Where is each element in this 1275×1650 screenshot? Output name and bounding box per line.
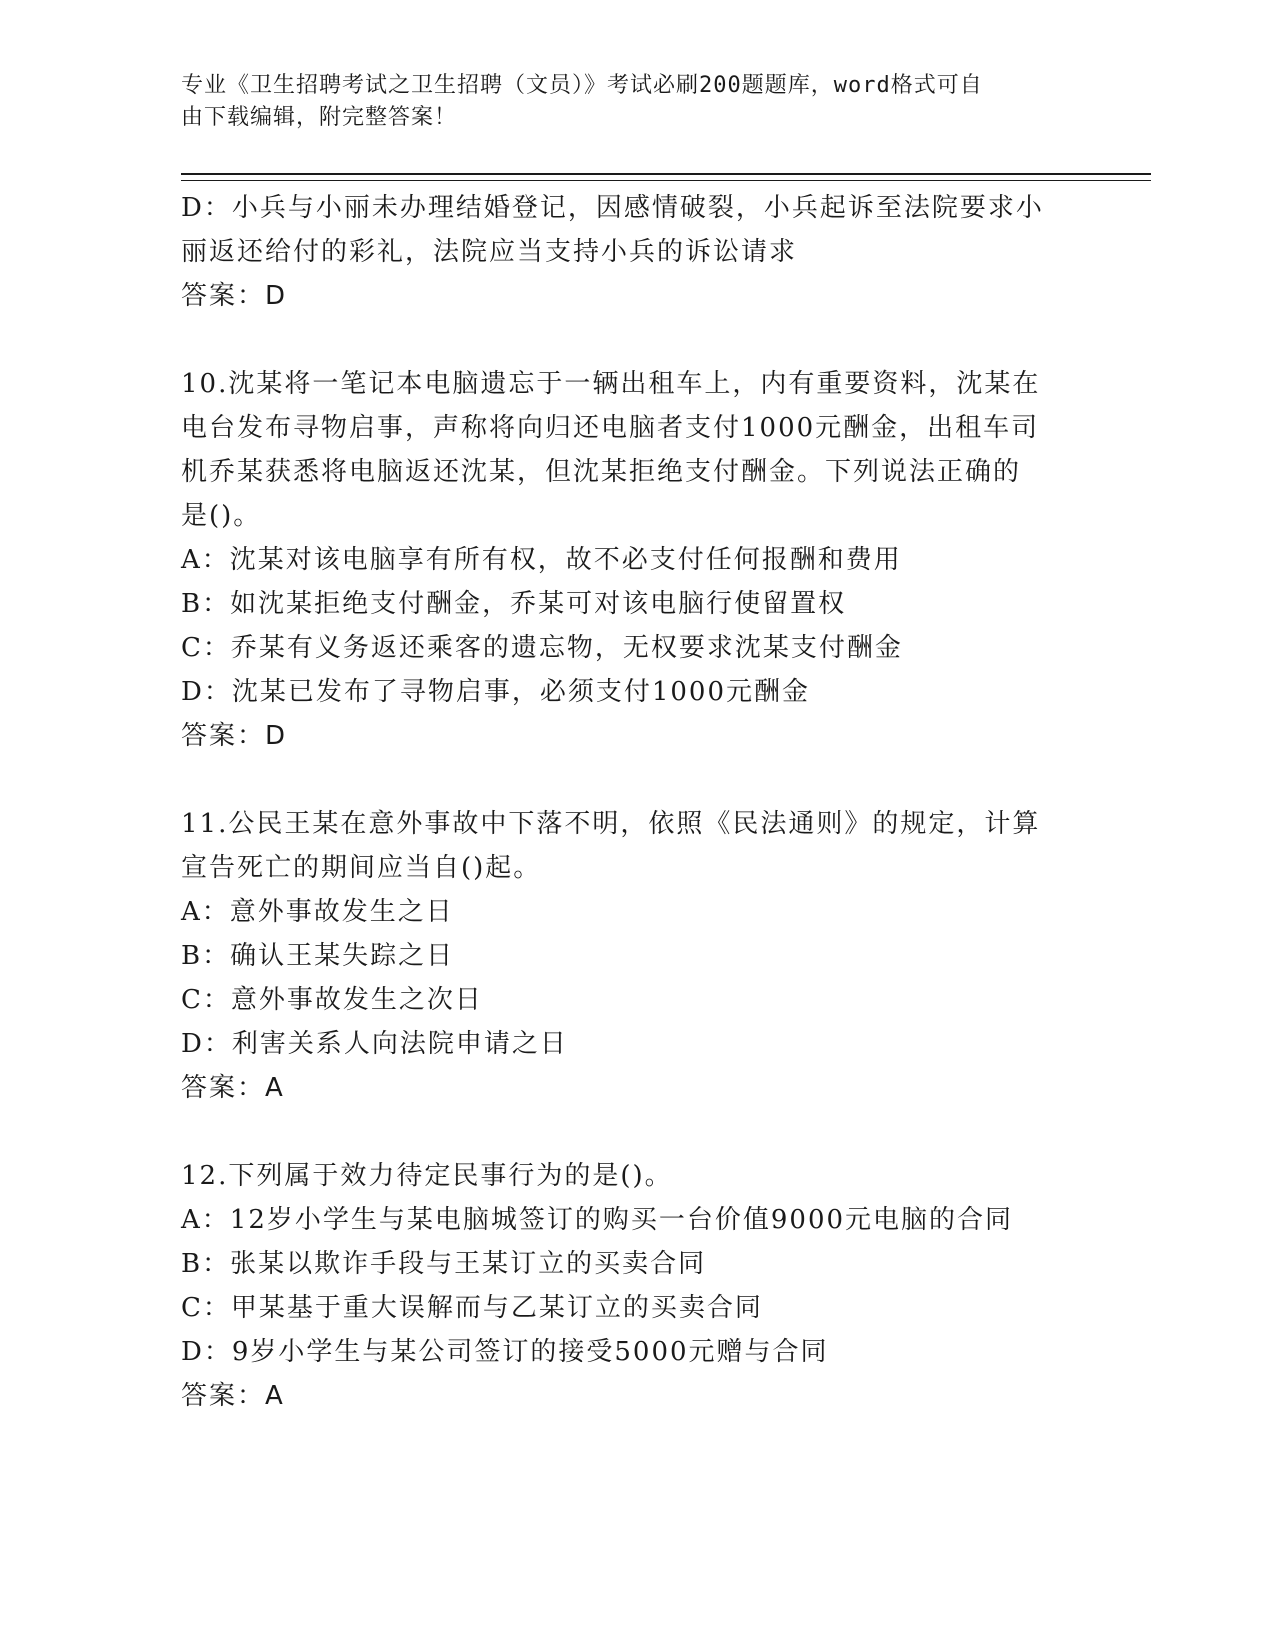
option-a: A：12岁小学生与某电脑城签订的购买一台价值9000元电脑的合同 [181,1205,1014,1235]
option-b: B：如沈某拒绝支付酬金，乔某可对该电脑行使留置权 [181,589,847,619]
option-b: B：确认王某失踪之日 [181,941,455,971]
option-c: C：意外事故发生之次日 [181,985,483,1015]
answer: 答案：A [181,1073,285,1103]
question-11 [181,802,1081,1110]
option-d: D：利害关系人向法院申请之日 [181,1029,568,1059]
header-line-1: 专业《卫生招聘考试之卫生招聘（文员）》考试必刷200题题库，word格式可自 [181,73,983,98]
question-stem-line-2: 电台发布寻物启事，声称将向归还电脑者支付1000元酬金，出租车司 [181,413,1040,443]
answer: 答案：D [181,721,288,751]
answer: 答案：D [181,281,288,311]
header-rule-thick [181,173,1151,175]
question-stem-line-1: 10.沈某将一笔记本电脑遗忘于一辆出租车上，内有重要资料，沈某在 [181,369,1041,399]
option-b: B：张某以欺诈手段与王某订立的买卖合同 [181,1249,707,1279]
option-a: A：沈某对该电脑享有所有权，故不必支付任何报酬和费用 [181,545,902,575]
question-stem-line-2: 宣告死亡的期间应当自()起。 [181,853,542,883]
document-header [181,70,1081,134]
option-a: A：意外事故发生之日 [181,897,454,927]
question-9-tail [181,186,1081,318]
answer: 答案：A [181,1381,285,1411]
option-c: C：甲某基于重大误解而与乙某订立的买卖合同 [181,1293,763,1323]
spacer [181,758,1081,802]
option-d: D：沈某已发布了寻物启事，必须支付1000元酬金 [181,677,811,707]
document-body [181,186,1081,1418]
option-d-line-1: D：小兵与小丽未办理结婚登记，因感情破裂，小兵起诉至法院要求小 [181,193,1044,223]
question-stem-line-1: 11.公民王某在意外事故中下落不明，依照《民法通则》的规定，计算 [181,809,1041,839]
option-d-line-2: 丽返还给付的彩礼，法院应当支持小兵的诉讼请求 [181,237,798,267]
header-line-2: 由下载编辑，附完整答案！ [181,105,458,130]
spacer [181,1110,1081,1154]
header-rule-thin [181,180,1151,181]
question-stem-line-4: 是()。 [181,501,262,531]
spacer [181,318,1081,362]
question-stem-line-3: 机乔某获悉将电脑返还沈某，但沈某拒绝支付酬金。下列说法正确的 [181,457,1022,487]
question-12 [181,1154,1081,1418]
option-c: C：乔某有义务返还乘客的遗忘物，无权要求沈某支付酬金 [181,633,903,663]
question-stem-line-1: 12.下列属于效力待定民事行为的是()。 [181,1161,673,1191]
option-d: D：9岁小学生与某公司签订的接受5000元赠与合同 [181,1337,829,1367]
question-10 [181,362,1081,758]
